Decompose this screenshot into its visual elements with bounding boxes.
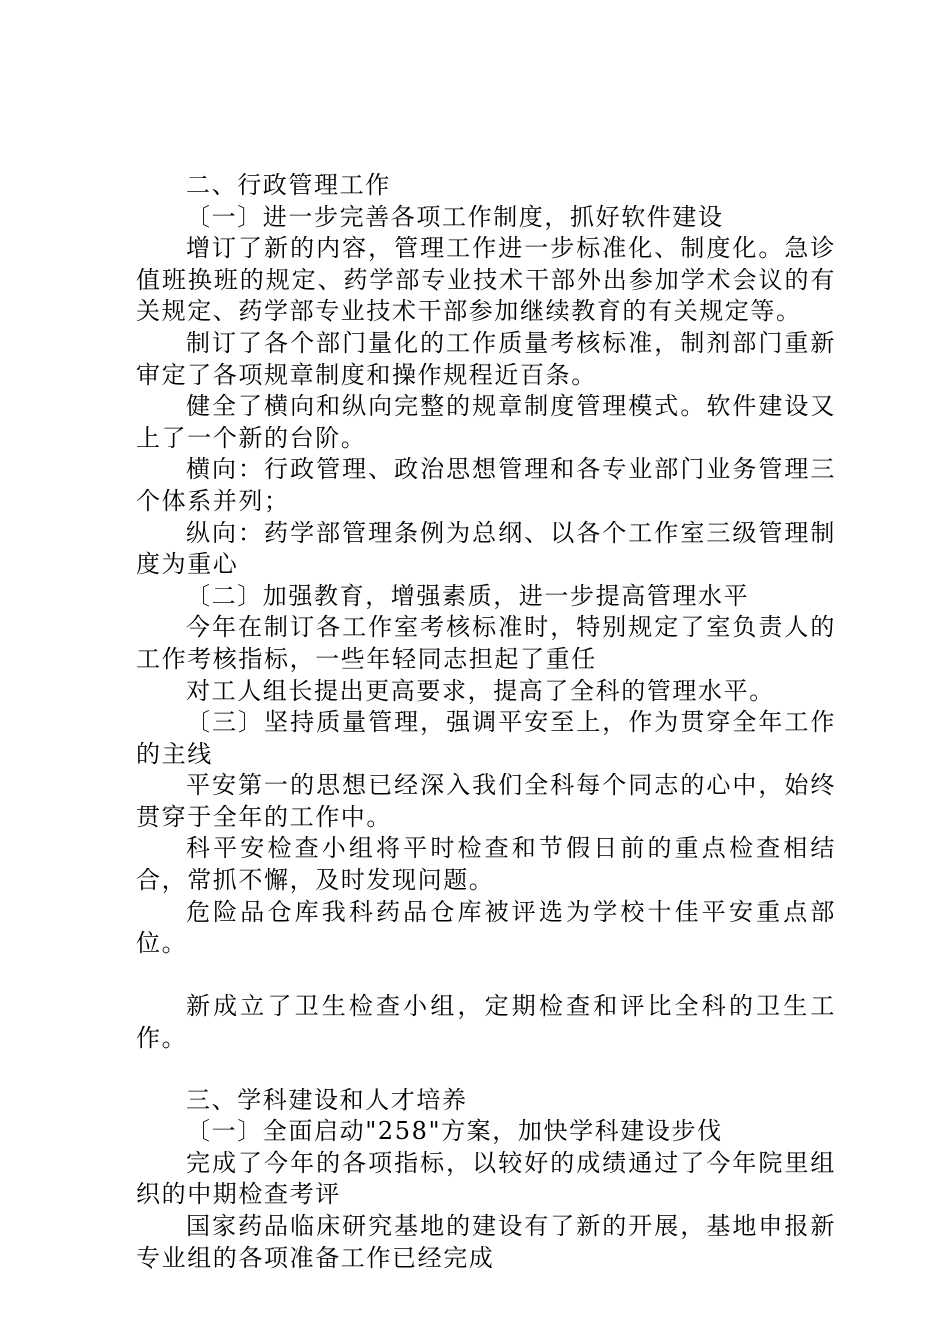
paragraph: 对工人组长提出更高要求，提高了全科的管理水平。 xyxy=(186,676,775,705)
paragraph: 危险品仓库我科药品仓库被评选为学校十佳平安重点部位。 xyxy=(136,897,836,958)
paragraph: 今年在制订各工作室考核标准时，特别规定了室负责人的工作考核指标，一些年轻同志担起了重任 xyxy=(136,613,836,673)
paragraph: 完成了今年的各项指标，以较好的成绩通过了今年院里组织的中期检查考评 xyxy=(136,1148,836,1209)
paragraph: 平安第一的思想已经深入我们全科每个同志的心中，始终贯穿于全年的工作中。 xyxy=(136,771,836,831)
paragraph: 科平安检查小组将平时检查和节假日前的重点检查相结合，常抓不懈，及时发现问题。 xyxy=(136,834,836,895)
paragraph: 国家药品临床研究基地的建设有了新的开展，基地申报新专业组的各项准备工作已经完成 xyxy=(136,1212,836,1272)
paragraph: 横向：行政管理、政治思想管理和各专业部门业务管理三个体系并列； xyxy=(136,455,836,515)
subsection-heading: 〔一〕进一步完善各项工作制度，抓好软件建设 xyxy=(186,202,724,231)
paragraph: 健全了横向和纵向完整的规章制度管理模式。软件建设又上了一个新的台阶。 xyxy=(136,392,836,452)
subsection-heading: 〔二〕加强教育，增强素质，进一步提高管理水平 xyxy=(186,581,750,610)
paragraph: 纵向：药学部管理条例为总纲、以各个工作室三级管理制度为重心 xyxy=(136,518,836,579)
section-heading: 二、行政管理工作 xyxy=(186,171,391,199)
paragraph: 制订了各个部门量化的工作质量考核标准，制剂部门重新审定了各项规章制度和操作规程近百条。 xyxy=(136,328,836,389)
paragraph: 增订了新的内容，管理工作进一步标准化、制度化。急诊值班换班的规定、药学部专业技术干部外出参加学术会议的有关规定、药学部专业技术干部参加继续教育的有关规定等。 xyxy=(136,234,836,326)
paragraph: 新成立了卫生检查小组，定期检查和评比全科的卫生工作。 xyxy=(136,992,836,1053)
document-body xyxy=(136,170,836,1274)
subsection-heading: 〔三〕坚持质量管理，强调平安至上，作为贯穿全年工作的主线 xyxy=(136,708,836,768)
section-heading: 三、学科建设和人才培养 xyxy=(186,1085,468,1114)
subsection-heading: 〔一〕全面启动"258"方案，加快学科建设步伐 xyxy=(186,1117,723,1146)
